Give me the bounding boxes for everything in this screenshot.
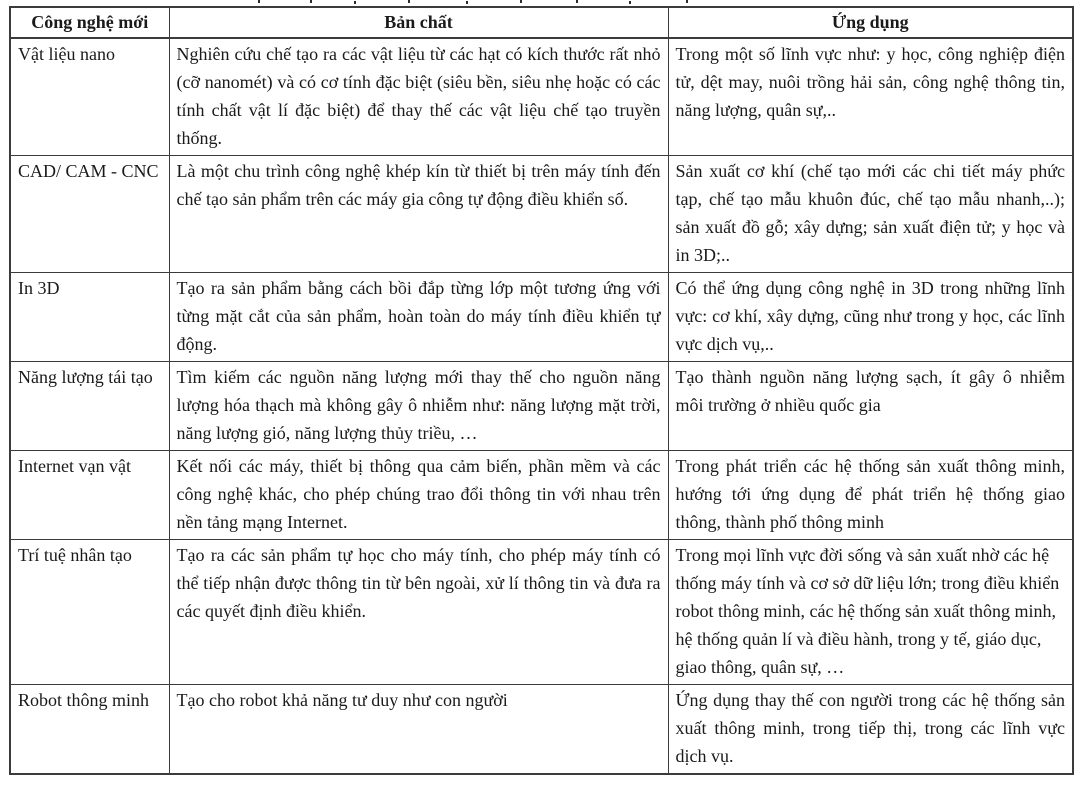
application-cell: Trong mọi lĩnh vực đời sống và sản xuất nhờ các hệ thống máy tính và cơ sở dữ liệu lớn; trong điều khiển robot thông minh, các hệ thống sản xuất thông minh, hệ thống quản lí và điều hành, trong y tế, giáo dục, giao thông, quân sự, … xyxy=(668,540,1073,685)
tech-name-cell: Robot thông minh xyxy=(10,685,169,775)
nature-cell: Tạo ra sản phẩm bằng cách bồi đắp từng lớp một tương ứng với từng mặt cắt của sản phẩm, hoàn toàn do máy tính điều khiển tự động. xyxy=(169,273,668,362)
application-cell: Trong phát triển các hệ thống sản xuất thông minh, hướng tới ứng dụng để phát triển hệ thống giao thông, thành phố thông minh xyxy=(668,451,1073,540)
nature-cell: Là một chu trình công nghệ khép kín từ thiết bị trên máy tính đến chế tạo sản phẩm trên các máy gia công tự động điều khiển số. xyxy=(169,156,668,273)
table-header-row xyxy=(10,7,1073,38)
tech-name-cell: Năng lượng tái tạo xyxy=(10,362,169,451)
tech-name-cell: Vật liệu nano xyxy=(10,38,169,156)
nature-cell: Tạo cho robot khả năng tư duy như con người xyxy=(169,685,668,775)
tech-name-cell: Trí tuệ nhân tạo xyxy=(10,540,169,685)
tech-name-cell: In 3D xyxy=(10,273,169,362)
nature-cell: Kết nối các máy, thiết bị thông qua cảm biến, phần mềm và các công nghệ khác, cho phép chúng trao đổi thông tin với nhau trên nền tảng mạng Internet. xyxy=(169,451,668,540)
table-row xyxy=(10,451,1073,540)
table-row xyxy=(10,38,1073,156)
application-cell: Tạo thành nguồn năng lượng sạch, ít gây ô nhiễm môi trường ở nhiều quốc gia xyxy=(668,362,1073,451)
table-row xyxy=(10,685,1073,775)
cropped-text-remnant xyxy=(258,0,728,4)
application-cell: Sản xuất cơ khí (chế tạo mới các chi tiết máy phức tạp, chế tạo mẫu khuôn đúc, chế tạo mẫu nhanh,..); sản xuất đồ gỗ; xây dựng; sản xuất điện tử; y học và in 3D;.. xyxy=(668,156,1073,273)
nature-cell: Nghiên cứu chế tạo ra các vật liệu từ các hạt có kích thước rất nhỏ (cỡ nanomét) và có cơ tính đặc biệt (siêu bền, siêu nhẹ hoặc có các tính chất vật lí đặc biệt) để thay thế các vật liệu chế tạo truyền thống. xyxy=(169,38,668,156)
header-cell-tech: Công nghệ mới xyxy=(10,7,169,38)
header-cell-nature: Bản chất xyxy=(169,7,668,38)
nature-cell: Tìm kiếm các nguồn năng lượng mới thay thế cho nguồn năng lượng hóa thạch mà không gây ô nhiễm như: năng lượng mặt trời, năng lượng gió, năng lượng thủy triều, … xyxy=(169,362,668,451)
application-cell: Trong một số lĩnh vực như: y học, công nghiệp điện tử, dệt may, nuôi trồng hải sản, công nghệ thông tin, năng lượng, quân sự,.. xyxy=(668,38,1073,156)
table-row xyxy=(10,362,1073,451)
header-cell-application: Ứng dụng xyxy=(668,7,1073,38)
tech-name-cell: CAD/ CAM - CNC xyxy=(10,156,169,273)
application-cell: Ứng dụng thay thế con người trong các hệ thống sản xuất thông minh, trong tiếp thị, trong các lĩnh vực dịch vụ. xyxy=(668,685,1073,775)
table-row xyxy=(10,540,1073,685)
table-row xyxy=(10,156,1073,273)
application-cell: Có thể ứng dụng công nghệ in 3D trong những lĩnh vực: cơ khí, xây dựng, cũng như trong y học, các lĩnh vực dịch vụ,.. xyxy=(668,273,1073,362)
nature-cell: Tạo ra các sản phẩm tự học cho máy tính, cho phép máy tính có thể tiếp nhận được thông tin từ bên ngoài, xử lí thông tin và đưa ra các quyết định điều khiển. xyxy=(169,540,668,685)
table-row xyxy=(10,273,1073,362)
technology-table xyxy=(9,6,1074,775)
tech-name-cell: Internet vạn vật xyxy=(10,451,169,540)
